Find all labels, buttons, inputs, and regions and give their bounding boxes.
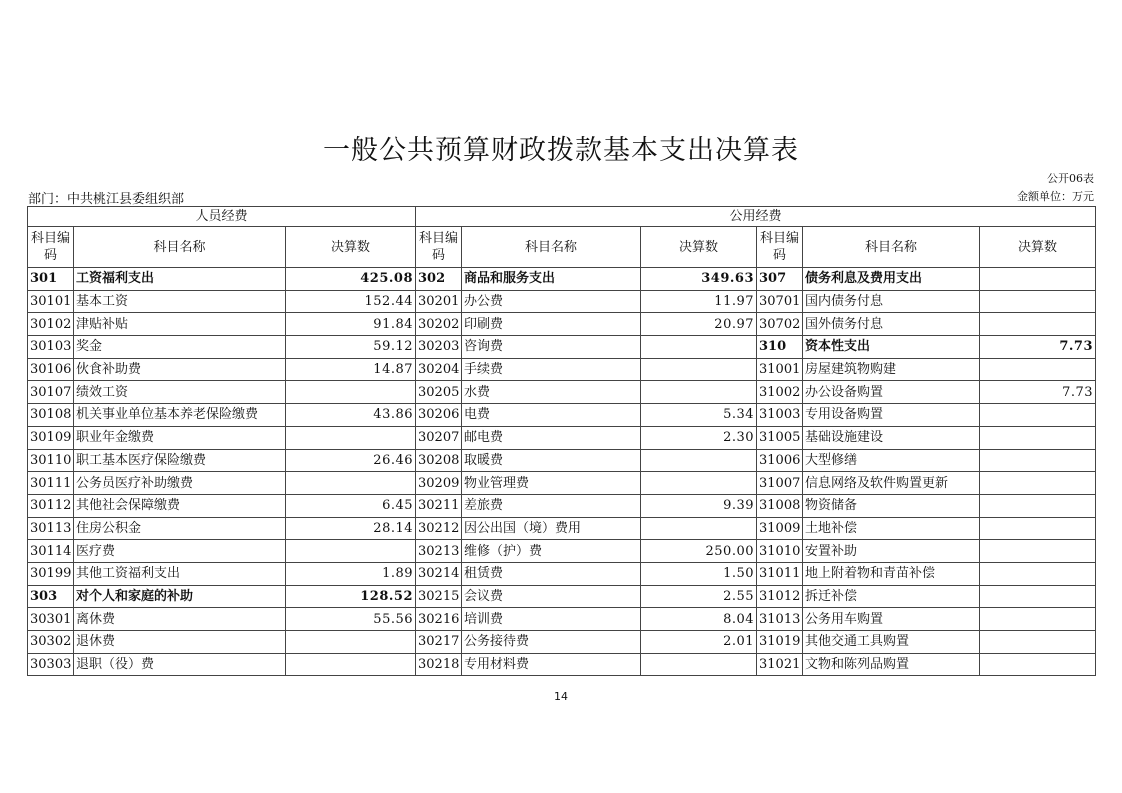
item-name: 文物和陈列品购置 bbox=[803, 653, 980, 676]
header-amount: 决算数 bbox=[641, 227, 757, 268]
item-amount bbox=[286, 472, 416, 495]
item-amount bbox=[641, 653, 757, 676]
header-amount: 决算数 bbox=[980, 227, 1096, 268]
item-name: 对个人和家庭的补助 bbox=[74, 585, 286, 608]
item-code: 30201 bbox=[416, 290, 462, 313]
item-amount: 43.86 bbox=[286, 404, 416, 427]
item-name: 安置补助 bbox=[803, 540, 980, 563]
item-amount: 7.73 bbox=[980, 381, 1096, 404]
item-code: 30206 bbox=[416, 404, 462, 427]
group-public: 公用经费 bbox=[416, 207, 1096, 227]
item-code: 31010 bbox=[757, 540, 803, 563]
table-row bbox=[28, 562, 1096, 585]
table-row bbox=[28, 404, 1096, 427]
item-amount bbox=[286, 381, 416, 404]
table-row bbox=[28, 540, 1096, 563]
table-row bbox=[28, 358, 1096, 381]
item-code: 30109 bbox=[28, 426, 74, 449]
item-code: 31009 bbox=[757, 517, 803, 540]
item-code: 30205 bbox=[416, 381, 462, 404]
table-row bbox=[28, 472, 1096, 495]
item-name: 水费 bbox=[462, 381, 641, 404]
item-amount bbox=[980, 653, 1096, 676]
table-row bbox=[28, 268, 1096, 291]
page-title: 一般公共预算财政拨款基本支出决算表 bbox=[323, 135, 799, 166]
table-row bbox=[28, 313, 1096, 336]
group-header-row bbox=[28, 207, 1096, 227]
group-personnel: 人员经费 bbox=[28, 207, 416, 227]
item-amount bbox=[980, 517, 1096, 540]
item-amount: 349.63 bbox=[641, 268, 757, 291]
item-code: 30103 bbox=[28, 336, 74, 359]
item-name: 津贴补贴 bbox=[74, 313, 286, 336]
header-name: 科目名称 bbox=[462, 227, 641, 268]
item-amount: 1.89 bbox=[286, 562, 416, 585]
item-amount bbox=[980, 426, 1096, 449]
item-code: 30107 bbox=[28, 381, 74, 404]
item-name: 专用材料费 bbox=[462, 653, 641, 676]
item-name: 职工基本医疗保险缴费 bbox=[74, 449, 286, 472]
item-amount: 128.52 bbox=[286, 585, 416, 608]
item-code: 301 bbox=[28, 268, 74, 291]
item-name: 其他工资福利支出 bbox=[74, 562, 286, 585]
header-name: 科目名称 bbox=[803, 227, 980, 268]
item-amount: 14.87 bbox=[286, 358, 416, 381]
expenditure-table bbox=[27, 206, 1096, 676]
item-name: 房屋建筑物购建 bbox=[803, 358, 980, 381]
item-code: 30101 bbox=[28, 290, 74, 313]
header-name: 科目名称 bbox=[74, 227, 286, 268]
item-name: 基本工资 bbox=[74, 290, 286, 313]
item-amount: 250.00 bbox=[641, 540, 757, 563]
item-amount: 9.39 bbox=[641, 494, 757, 517]
item-code: 31008 bbox=[757, 494, 803, 517]
item-name: 会议费 bbox=[462, 585, 641, 608]
item-amount bbox=[980, 608, 1096, 631]
item-code: 30113 bbox=[28, 517, 74, 540]
header-code: 科目编码 bbox=[757, 227, 803, 268]
item-amount bbox=[641, 517, 757, 540]
table-row bbox=[28, 631, 1096, 654]
item-name: 职业年金缴费 bbox=[74, 426, 286, 449]
item-code: 31013 bbox=[757, 608, 803, 631]
table-row bbox=[28, 585, 1096, 608]
item-name: 维修（护）费 bbox=[462, 540, 641, 563]
item-code: 30110 bbox=[28, 449, 74, 472]
item-code: 30202 bbox=[416, 313, 462, 336]
item-name: 培训费 bbox=[462, 608, 641, 631]
item-code: 30208 bbox=[416, 449, 462, 472]
item-name: 绩效工资 bbox=[74, 381, 286, 404]
item-code: 31001 bbox=[757, 358, 803, 381]
table-row bbox=[28, 336, 1096, 359]
item-amount: 11.97 bbox=[641, 290, 757, 313]
item-name: 其他社会保障缴费 bbox=[74, 494, 286, 517]
item-name: 信息网络及软件购置更新 bbox=[803, 472, 980, 495]
form-code: 公开06表 bbox=[1047, 172, 1094, 185]
item-amount: 152.44 bbox=[286, 290, 416, 313]
item-name: 手续费 bbox=[462, 358, 641, 381]
item-code: 31011 bbox=[757, 562, 803, 585]
item-amount bbox=[980, 404, 1096, 427]
item-name: 国内债务付息 bbox=[803, 290, 980, 313]
header-code: 科目编码 bbox=[28, 227, 74, 268]
item-name: 地上附着物和青苗补偿 bbox=[803, 562, 980, 585]
header-amount: 决算数 bbox=[286, 227, 416, 268]
header-code: 科目编码 bbox=[416, 227, 462, 268]
item-code: 30199 bbox=[28, 562, 74, 585]
item-code: 30108 bbox=[28, 404, 74, 427]
item-name: 印刷费 bbox=[462, 313, 641, 336]
item-amount: 8.04 bbox=[641, 608, 757, 631]
item-code: 31005 bbox=[757, 426, 803, 449]
item-code: 30102 bbox=[28, 313, 74, 336]
table-body bbox=[28, 268, 1096, 676]
item-code: 30207 bbox=[416, 426, 462, 449]
item-code: 30111 bbox=[28, 472, 74, 495]
item-code: 31003 bbox=[757, 404, 803, 427]
item-name: 基础设施建设 bbox=[803, 426, 980, 449]
item-code: 30303 bbox=[28, 653, 74, 676]
item-amount bbox=[641, 449, 757, 472]
item-amount: 1.50 bbox=[641, 562, 757, 585]
item-code: 30211 bbox=[416, 494, 462, 517]
item-amount bbox=[980, 585, 1096, 608]
item-code: 30209 bbox=[416, 472, 462, 495]
item-amount: 91.84 bbox=[286, 313, 416, 336]
item-code: 30213 bbox=[416, 540, 462, 563]
item-code: 31019 bbox=[757, 631, 803, 654]
item-code: 31007 bbox=[757, 472, 803, 495]
item-amount bbox=[980, 494, 1096, 517]
item-name: 邮电费 bbox=[462, 426, 641, 449]
item-amount bbox=[641, 336, 757, 359]
item-name: 退休费 bbox=[74, 631, 286, 654]
item-code: 30112 bbox=[28, 494, 74, 517]
item-amount: 2.01 bbox=[641, 631, 757, 654]
item-code: 30218 bbox=[416, 653, 462, 676]
item-code: 31002 bbox=[757, 381, 803, 404]
item-code: 30212 bbox=[416, 517, 462, 540]
item-amount bbox=[980, 449, 1096, 472]
item-amount bbox=[980, 540, 1096, 563]
table-row bbox=[28, 449, 1096, 472]
item-amount bbox=[980, 472, 1096, 495]
item-name: 公务用车购置 bbox=[803, 608, 980, 631]
table-row bbox=[28, 653, 1096, 676]
item-name: 医疗费 bbox=[74, 540, 286, 563]
item-amount bbox=[641, 381, 757, 404]
item-name: 伙食补助费 bbox=[74, 358, 286, 381]
item-name: 公务员医疗补助缴费 bbox=[74, 472, 286, 495]
item-name: 电费 bbox=[462, 404, 641, 427]
item-amount bbox=[286, 653, 416, 676]
item-amount bbox=[641, 472, 757, 495]
item-code: 310 bbox=[757, 336, 803, 359]
item-name: 离休费 bbox=[74, 608, 286, 631]
item-amount bbox=[980, 358, 1096, 381]
item-name: 拆迁补偿 bbox=[803, 585, 980, 608]
item-amount: 6.45 bbox=[286, 494, 416, 517]
item-name: 差旅费 bbox=[462, 494, 641, 517]
item-code: 302 bbox=[416, 268, 462, 291]
item-name: 办公设备购置 bbox=[803, 381, 980, 404]
item-amount: 55.56 bbox=[286, 608, 416, 631]
item-amount: 2.30 bbox=[641, 426, 757, 449]
item-amount bbox=[286, 540, 416, 563]
item-amount bbox=[286, 426, 416, 449]
item-name: 土地补偿 bbox=[803, 517, 980, 540]
item-amount: 7.73 bbox=[980, 336, 1096, 359]
item-name: 退职（役）费 bbox=[74, 653, 286, 676]
item-name: 咨询费 bbox=[462, 336, 641, 359]
item-amount: 20.97 bbox=[641, 313, 757, 336]
item-code: 30204 bbox=[416, 358, 462, 381]
item-amount bbox=[641, 358, 757, 381]
item-name: 住房公积金 bbox=[74, 517, 286, 540]
item-code: 31021 bbox=[757, 653, 803, 676]
item-code: 30114 bbox=[28, 540, 74, 563]
table-row bbox=[28, 381, 1096, 404]
item-name: 工资福利支出 bbox=[74, 268, 286, 291]
column-header-row bbox=[28, 227, 1096, 268]
item-name: 办公费 bbox=[462, 290, 641, 313]
item-name: 物业管理费 bbox=[462, 472, 641, 495]
item-code: 31006 bbox=[757, 449, 803, 472]
item-amount: 59.12 bbox=[286, 336, 416, 359]
item-name: 因公出国（境）费用 bbox=[462, 517, 641, 540]
item-name: 债务利息及费用支出 bbox=[803, 268, 980, 291]
item-amount: 2.55 bbox=[641, 585, 757, 608]
item-amount bbox=[980, 313, 1096, 336]
table-row bbox=[28, 608, 1096, 631]
item-code: 30702 bbox=[757, 313, 803, 336]
item-code: 30701 bbox=[757, 290, 803, 313]
item-amount: 425.08 bbox=[286, 268, 416, 291]
item-amount bbox=[980, 268, 1096, 291]
item-name: 租赁费 bbox=[462, 562, 641, 585]
department-label: 部门：中共桃江县委组织部 bbox=[28, 192, 185, 207]
item-code: 307 bbox=[757, 268, 803, 291]
item-name: 商品和服务支出 bbox=[462, 268, 641, 291]
table-row bbox=[28, 290, 1096, 313]
table-row bbox=[28, 517, 1096, 540]
item-name: 物资储备 bbox=[803, 494, 980, 517]
item-code: 30106 bbox=[28, 358, 74, 381]
table-row bbox=[28, 426, 1096, 449]
item-name: 奖金 bbox=[74, 336, 286, 359]
item-amount: 5.34 bbox=[641, 404, 757, 427]
table-row bbox=[28, 494, 1096, 517]
item-code: 30217 bbox=[416, 631, 462, 654]
item-name: 取暖费 bbox=[462, 449, 641, 472]
item-amount bbox=[980, 631, 1096, 654]
item-amount bbox=[286, 631, 416, 654]
item-name: 公务接待费 bbox=[462, 631, 641, 654]
item-code: 30214 bbox=[416, 562, 462, 585]
item-code: 30301 bbox=[28, 608, 74, 631]
item-code: 303 bbox=[28, 585, 74, 608]
item-amount bbox=[980, 562, 1096, 585]
item-name: 机关事业单位基本养老保险缴费 bbox=[74, 404, 286, 427]
item-code: 30215 bbox=[416, 585, 462, 608]
item-code: 30203 bbox=[416, 336, 462, 359]
item-name: 专用设备购置 bbox=[803, 404, 980, 427]
item-amount: 26.46 bbox=[286, 449, 416, 472]
item-code: 31012 bbox=[757, 585, 803, 608]
item-name: 大型修缮 bbox=[803, 449, 980, 472]
page-number: 14 bbox=[554, 690, 568, 703]
item-name: 国外债务付息 bbox=[803, 313, 980, 336]
item-code: 30302 bbox=[28, 631, 74, 654]
item-code: 30216 bbox=[416, 608, 462, 631]
item-amount bbox=[980, 290, 1096, 313]
unit-label: 金额单位：万元 bbox=[1017, 190, 1094, 203]
item-name: 资本性支出 bbox=[803, 336, 980, 359]
item-name: 其他交通工具购置 bbox=[803, 631, 980, 654]
item-amount: 28.14 bbox=[286, 517, 416, 540]
